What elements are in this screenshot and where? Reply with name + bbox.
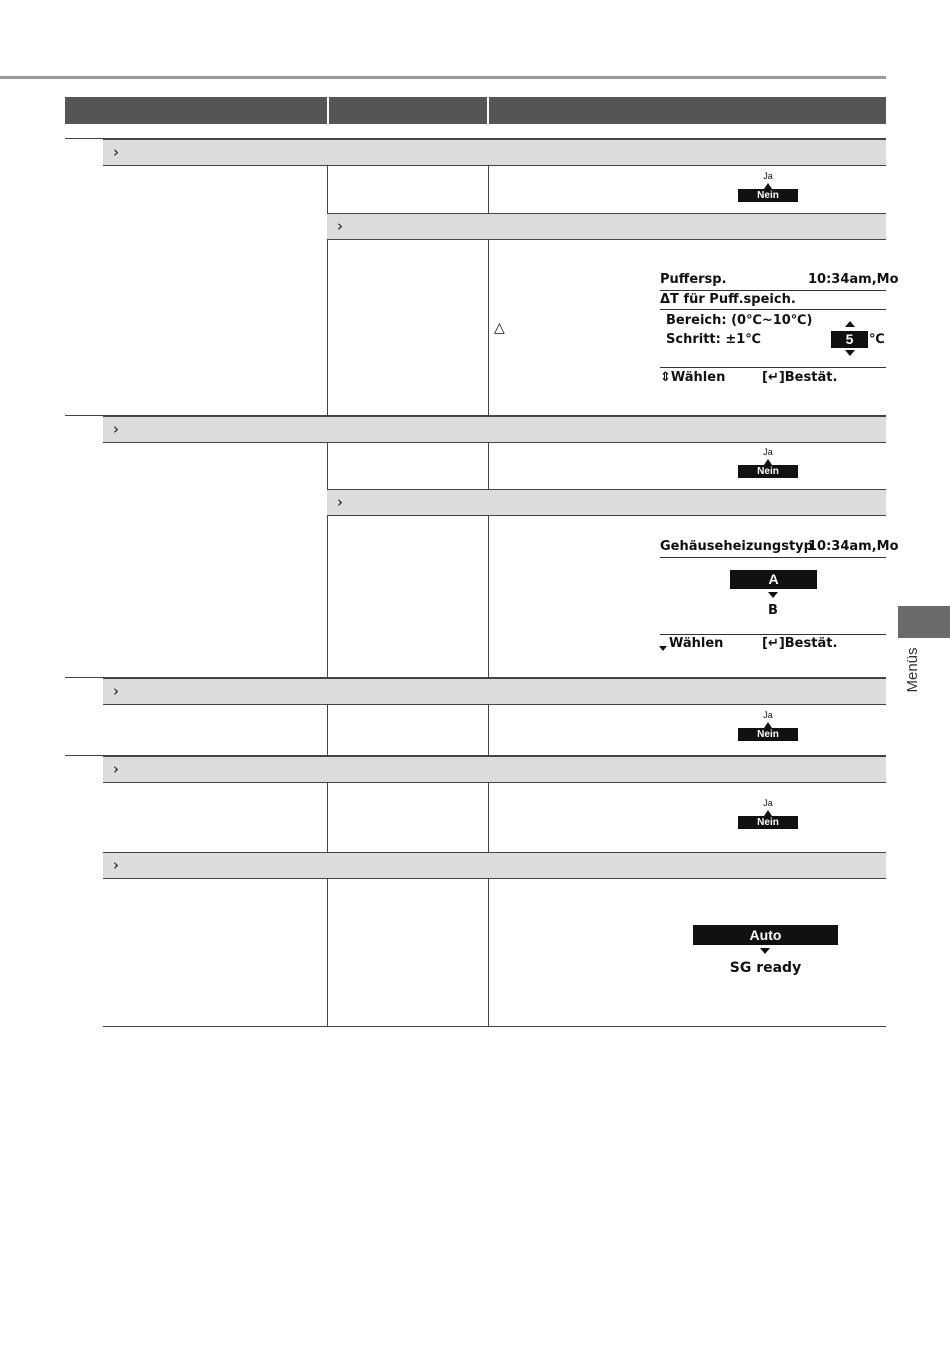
column-divider (327, 782, 328, 852)
range-text: Bereich: (0℃~10℃) (666, 313, 813, 328)
header-divider (327, 97, 329, 124)
chevron-right-icon: › (113, 143, 119, 161)
column-divider (327, 165, 328, 415)
side-tab (898, 606, 950, 638)
arrow-down-icon (659, 646, 667, 651)
screen-time: 10:34am,Mo (808, 272, 899, 287)
chevron-right-icon: › (113, 856, 119, 874)
footer-confirm: [↵]Bestät. (762, 636, 838, 651)
ja-nein-selector (738, 171, 798, 202)
screen-separator (660, 557, 886, 558)
option-other: SG ready (729, 960, 802, 976)
table-bottom-rule (103, 1026, 886, 1027)
column-divider (327, 878, 328, 1026)
screen-time: 10:34am,Mo (808, 539, 899, 554)
option-nein-selected: Nein (738, 728, 798, 741)
screen-title: Puffersp. (660, 272, 727, 287)
screen-subtitle: ΔT für Puff.speich. (660, 292, 796, 307)
value-unit: ℃ (869, 332, 885, 347)
sub-band-1 (327, 213, 886, 240)
section-band-3 (103, 678, 886, 705)
sub-band-2 (327, 489, 886, 516)
section-band-4 (103, 756, 886, 783)
ja-nein-selector (738, 798, 798, 829)
option-ja: Ja (763, 447, 773, 457)
footer-select: ⇕Wählen (660, 370, 726, 385)
screen-separator (660, 290, 886, 291)
option-nein-selected: Nein (738, 816, 798, 829)
footer-select: Wählen (669, 636, 724, 651)
section-band-1 (103, 139, 886, 166)
screen-title: Gehäuseheizungstyp (660, 539, 813, 554)
chevron-right-icon: › (337, 217, 343, 235)
step-text: Schritt: ±1℃ (666, 332, 762, 347)
option-selected: Auto (693, 925, 838, 945)
arrow-down-icon (845, 350, 855, 356)
option-nein-selected: Nein (738, 465, 798, 478)
column-divider (327, 704, 328, 755)
header-divider (487, 97, 489, 124)
side-tab-label: Menüs (904, 647, 921, 693)
screen-separator (660, 309, 886, 310)
column-divider (327, 442, 328, 677)
arrow-up-icon (845, 321, 855, 327)
arrow-down-icon (760, 948, 770, 954)
screen-separator (660, 367, 886, 368)
triangle-warning-icon: △ (494, 320, 505, 336)
option-other: B (768, 603, 778, 618)
column-divider (488, 442, 489, 677)
value-box: 5 (831, 331, 868, 348)
option-ja: Ja (763, 798, 773, 808)
option-ja: Ja (763, 171, 773, 181)
column-divider (488, 704, 489, 755)
option-nein-selected: Nein (738, 189, 798, 202)
column-divider (488, 165, 489, 415)
screen-separator (660, 634, 886, 635)
footer-confirm: [↵]Bestät. (762, 370, 838, 385)
chevron-right-icon: › (113, 682, 119, 700)
chevron-right-icon: › (113, 420, 119, 438)
section-band-2 (103, 416, 886, 443)
chevron-right-icon: › (113, 760, 119, 778)
option-selected: A (730, 570, 817, 589)
section-band-5 (103, 852, 886, 879)
table-header (65, 97, 886, 124)
column-divider (488, 878, 489, 1026)
option-ja: Ja (763, 710, 773, 720)
arrow-down-icon (768, 592, 778, 598)
ja-nein-selector (738, 710, 798, 741)
top-rule (0, 76, 886, 79)
column-divider (488, 782, 489, 852)
chevron-right-icon: › (337, 493, 343, 511)
ja-nein-selector (738, 447, 798, 478)
